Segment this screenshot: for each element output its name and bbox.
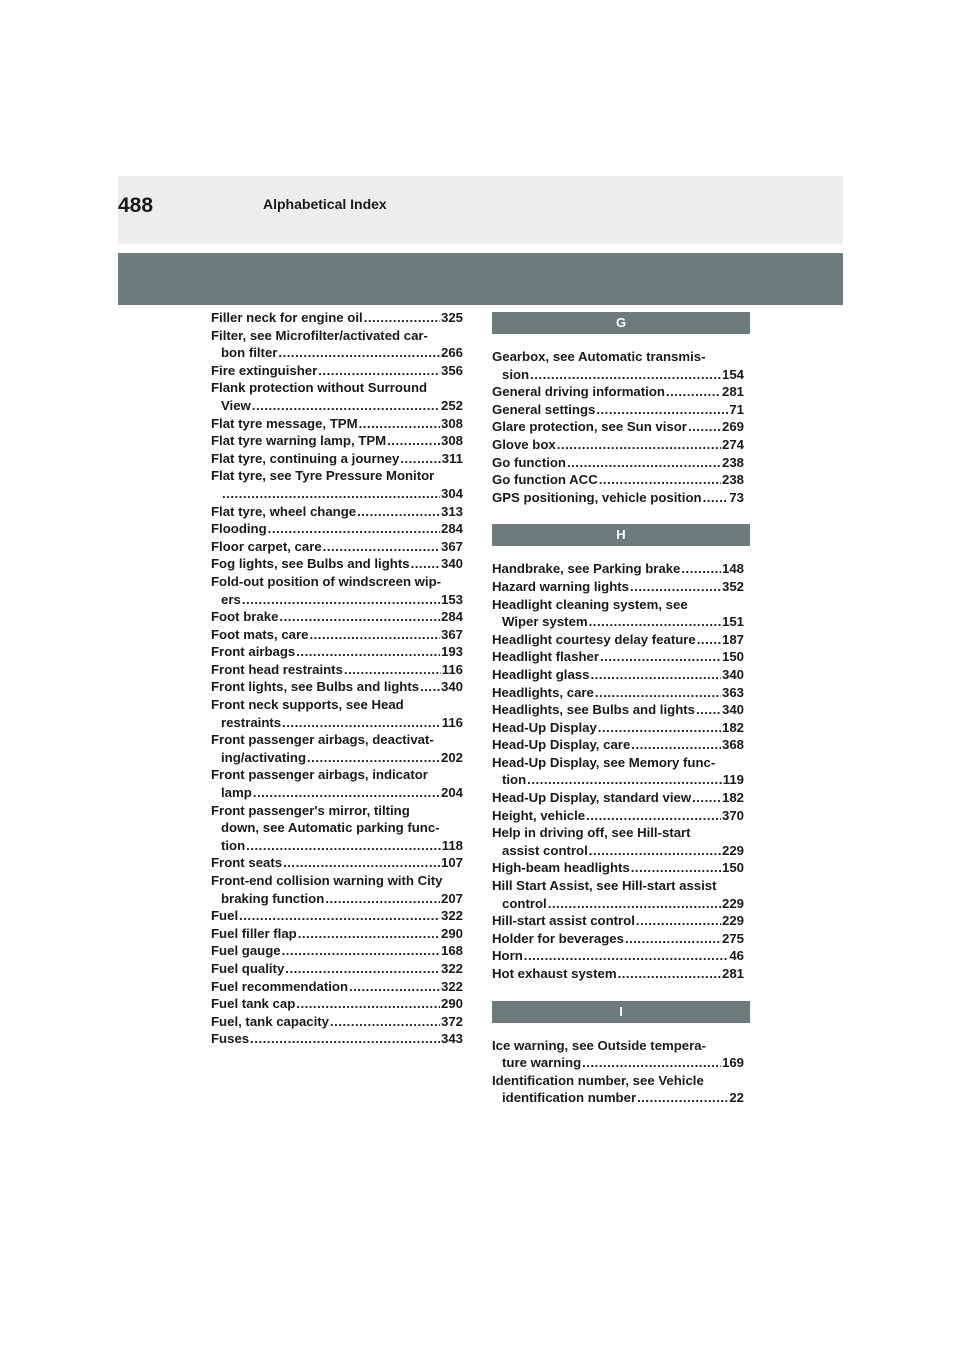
entry-text: Go function [492, 454, 566, 470]
entry-page-number: 71 [729, 401, 744, 417]
index-entry [211, 907, 463, 925]
entry-text: Help in driving off, see Hill-start [492, 825, 691, 841]
entry-text: Holder for beverages [492, 930, 624, 946]
entry-page-number: 340 [440, 679, 463, 695]
header-banner [118, 253, 843, 305]
entry-page-number: 193 [440, 644, 463, 660]
entry-text: Front airbags [211, 644, 296, 660]
entry-page-number: 168 [440, 943, 463, 959]
index-entry [211, 1030, 463, 1048]
index-entry [492, 383, 744, 401]
leader-dots [250, 1030, 440, 1048]
entry-page-number: 274 [721, 436, 744, 452]
index-entry [492, 684, 744, 702]
entry-page-number: 284 [440, 609, 463, 625]
index-entry [492, 1037, 744, 1072]
entry-text: Front lights, see Bulbs and lights [211, 679, 420, 695]
entry-text: tion [221, 837, 246, 853]
entry-text: Hazard warning lights [492, 578, 630, 594]
entry-page-number: 367 [440, 538, 463, 554]
entry-page-number: 325 [440, 310, 463, 325]
entry-page-number: 340 [440, 556, 463, 572]
entry-text: Headlight cleaning system, see [492, 596, 688, 612]
leader-dots [598, 719, 721, 737]
leader-dots [637, 1089, 728, 1107]
entry-page-number: 204 [440, 785, 463, 801]
index-entry [211, 678, 463, 696]
entry-text: Front passenger's mirror, tilting [211, 802, 410, 818]
entry-text: Front head restraints [211, 661, 343, 677]
leader-dots [600, 648, 721, 666]
entry-page-number: 290 [440, 996, 463, 1012]
entry-text: Horn [492, 948, 523, 964]
index-entry [211, 327, 463, 362]
entry-text: View [221, 397, 251, 413]
entry-text: Handbrake, see Parking brake [492, 561, 681, 577]
index-entry [492, 578, 744, 596]
index-entry [211, 362, 463, 380]
leader-dots [285, 960, 440, 978]
leader-dots [582, 1054, 721, 1072]
entry-page-number: 363 [721, 684, 744, 700]
entry-page-number: 150 [721, 649, 744, 665]
entry-page-number: 187 [721, 631, 744, 647]
index-entry [211, 802, 463, 855]
entry-text: Filler neck for engine oil [211, 310, 363, 325]
leader-dots [596, 401, 728, 419]
entry-page-number: 368 [721, 737, 744, 753]
index-entry [492, 666, 744, 684]
entry-text: General settings [492, 401, 596, 417]
index-entry [492, 930, 744, 948]
index-entry [492, 489, 744, 507]
entry-page-number: 207 [440, 890, 463, 906]
entry-text: Flat tyre, see Tyre Pressure Monitor [211, 468, 435, 484]
index-entry [492, 418, 744, 436]
leader-dots [527, 771, 722, 789]
entry-page-number: 252 [440, 397, 463, 413]
entry-text: Glove box [492, 436, 556, 452]
leader-dots [586, 807, 721, 825]
entry-text: Height, vehicle [492, 807, 586, 823]
letter-header-i: I [492, 1001, 750, 1023]
letter-header-h: H [492, 524, 750, 546]
index-entry [492, 912, 744, 930]
entry-text: Fuel recommendation [211, 978, 349, 994]
leader-dots [323, 538, 440, 556]
leader-dots [309, 626, 440, 644]
index-entry [211, 942, 463, 960]
entry-text: assist control [502, 842, 588, 858]
entry-text: braking function [221, 890, 325, 906]
leader-dots [298, 925, 440, 943]
entry-text: Flat tyre warning lamp, TPM [211, 433, 387, 449]
entry-page-number: 150 [721, 860, 744, 876]
entry-text: Front neck supports, see Head [211, 697, 404, 713]
index-entry [492, 454, 744, 472]
leader-dots [239, 907, 440, 925]
leader-dots [630, 578, 721, 596]
entry-text: Glare protection, see Sun visor [492, 419, 687, 435]
index-entry [492, 719, 744, 737]
index-entry [211, 573, 463, 608]
leader-dots [400, 450, 440, 468]
index-entry [492, 789, 744, 807]
index-entry [492, 596, 744, 631]
index-entry [492, 436, 744, 454]
index-column-right [492, 309, 744, 1107]
index-entry [211, 555, 463, 573]
entry-text: Flooding [211, 521, 267, 537]
leader-dots [387, 432, 440, 450]
entry-page-number: 284 [440, 521, 463, 537]
index-entry [211, 467, 463, 502]
leader-dots [325, 890, 440, 908]
leader-dots [344, 661, 441, 679]
leader-dots [530, 366, 721, 384]
index-entry [492, 560, 744, 578]
entry-page-number: 356 [440, 362, 463, 378]
entry-text: Fuel filler flap [211, 925, 297, 941]
leader-dots [631, 736, 721, 754]
entry-text: bon filter [221, 345, 278, 361]
leader-dots [631, 859, 721, 877]
leader-dots [666, 383, 721, 401]
entry-text: Flat tyre, continuing a journey [211, 450, 400, 466]
entry-text: Headlight flasher [492, 649, 599, 665]
index-entry [492, 807, 744, 825]
entry-text: Foot brake [211, 609, 279, 625]
entry-text: Fuel quality [211, 960, 285, 976]
entry-page-number: 229 [721, 895, 744, 911]
entry-text: Hot exhaust system [492, 966, 617, 981]
index-entry [211, 450, 463, 468]
index-entry [211, 925, 463, 943]
entry-text: Go function ACC [492, 472, 598, 488]
index-entry [211, 696, 463, 731]
leader-dots [703, 489, 729, 507]
entry-page-number: 313 [440, 503, 463, 519]
index-entry [492, 648, 744, 666]
entry-text: down, see Automatic parking func- [221, 820, 440, 836]
leader-dots [599, 471, 721, 489]
entry-text: Hill Start Assist, see Hill-start assist [492, 878, 717, 894]
entry-page-number: 370 [721, 807, 744, 823]
leader-dots [524, 947, 729, 965]
entry-page-number: 153 [440, 591, 463, 607]
entry-page-number: 275 [721, 930, 744, 946]
entry-text: Fold-out position of windscreen wip- [211, 573, 442, 589]
entry-text: restraints [221, 714, 282, 730]
index-entry [492, 877, 744, 912]
leader-dots [557, 436, 721, 454]
entry-text: Identification number, see Vehicle [492, 1072, 704, 1088]
entry-page-number: 151 [721, 614, 744, 630]
index-entry [492, 631, 744, 649]
page-header [118, 176, 843, 244]
leader-dots [252, 397, 440, 415]
index-entry [492, 947, 744, 965]
index-entry [492, 701, 744, 719]
index-entry [492, 471, 744, 489]
entry-text: Headlight glass [492, 666, 590, 682]
entry-text: Headlights, see Bulbs and lights [492, 702, 695, 718]
entry-page-number: 269 [721, 419, 744, 435]
leader-dots [296, 995, 440, 1013]
entry-page-number: 308 [440, 415, 463, 431]
leader-dots [307, 749, 440, 767]
leader-dots [618, 965, 721, 983]
leader-dots [349, 978, 440, 996]
entry-page-number: 266 [440, 345, 463, 361]
leader-dots [420, 678, 440, 696]
entry-page-number: 340 [721, 702, 744, 718]
index-entry [211, 661, 463, 679]
entry-text: Fuel gauge [211, 943, 281, 959]
entry-page-number: 367 [440, 626, 463, 642]
entry-text: Fire extinguisher [211, 362, 318, 378]
entry-page-number: 107 [440, 855, 463, 871]
leader-dots [589, 842, 721, 860]
entry-page-number: 322 [440, 960, 463, 976]
entry-text: High-beam headlights [492, 860, 630, 876]
index-entry [211, 854, 463, 872]
entry-page-number: 182 [721, 719, 744, 735]
index-entry [211, 538, 463, 556]
index-entry [211, 626, 463, 644]
leader-dots [567, 454, 721, 472]
entry-page-number: 340 [721, 666, 744, 682]
entry-text: Flat tyre message, TPM [211, 415, 358, 431]
entry-text: Filter, see Microfilter/activated car- [211, 327, 428, 343]
leader-dots [318, 362, 440, 380]
entry-page-number: 311 [441, 450, 463, 466]
index-entry [211, 432, 463, 450]
entry-text: Wiper system [502, 614, 588, 630]
entry-page-number: 118 [441, 837, 463, 853]
leader-dots [253, 784, 440, 802]
leader-dots [222, 485, 440, 503]
entry-text: Hill-start assist control [492, 913, 635, 929]
leader-dots [282, 714, 441, 732]
entry-text: Head-Up Display, standard view [492, 790, 692, 806]
section-title: Alphabetical Index [263, 196, 387, 212]
leader-dots [242, 591, 440, 609]
leader-dots [595, 684, 721, 702]
leader-dots [589, 613, 721, 631]
entry-text: Head-Up Display, see Memory func- [492, 754, 716, 770]
leader-dots [279, 608, 440, 626]
entry-text: GPS positioning, vehicle position [492, 489, 702, 505]
entry-page-number: 322 [440, 908, 463, 924]
index-entry [211, 520, 463, 538]
index-entry [492, 824, 744, 859]
entry-page-number: 119 [722, 772, 744, 788]
entry-text: Fog lights, see Bulbs and lights [211, 556, 410, 572]
entry-page-number: 304 [440, 485, 463, 501]
leader-dots [283, 854, 440, 872]
entry-text: Flat tyre, wheel change [211, 503, 357, 519]
index-entry [492, 754, 744, 789]
index-entry [211, 608, 463, 626]
entry-page-number: 73 [729, 489, 744, 505]
entry-text: Front-end collision warning with City [211, 873, 443, 888]
index-entry [211, 960, 463, 978]
entry-text: Ice warning, see Outside tempera- [492, 1037, 707, 1053]
leader-dots [688, 418, 721, 436]
entry-text: tion [502, 772, 527, 788]
entry-page-number: 46 [729, 948, 744, 964]
entry-page-number: 290 [440, 925, 463, 941]
entry-page-number: 352 [721, 578, 744, 594]
leader-dots [357, 503, 440, 521]
entry-page-number: 372 [440, 1013, 463, 1029]
leader-dots [364, 309, 440, 327]
index-entry [211, 415, 463, 433]
leader-dots [296, 643, 440, 661]
entry-text: General driving information [492, 384, 665, 400]
entry-text: Fuel [211, 908, 239, 924]
index-entry [211, 1013, 463, 1031]
entry-page-number: 308 [440, 433, 463, 449]
leader-dots [625, 930, 721, 948]
index-entry [211, 995, 463, 1013]
entry-text: Front seats [211, 855, 283, 871]
page-number: 488 [118, 194, 154, 217]
leader-dots [590, 666, 721, 684]
index-column-left [211, 309, 463, 1048]
leader-dots [282, 942, 440, 960]
entry-text: Front passenger airbags, deactivat- [211, 732, 434, 748]
entry-text: ing/activating [221, 749, 306, 765]
leader-dots [548, 895, 721, 913]
entry-text: Gearbox, see Automatic transmis- [492, 349, 706, 364]
leader-dots [330, 1013, 440, 1031]
leader-dots [696, 701, 721, 719]
entry-text: ture warning [502, 1055, 582, 1071]
index-entry [492, 348, 744, 383]
entry-text: Foot mats, care [211, 626, 309, 642]
entry-page-number: 182 [721, 790, 744, 806]
leader-dots [636, 912, 721, 930]
entry-page-number: 281 [721, 966, 744, 981]
leader-dots [268, 520, 440, 538]
entry-text: Floor carpet, care [211, 538, 322, 554]
index-entry [211, 379, 463, 414]
index-entry [211, 766, 463, 801]
entry-text: Headlight courtesy delay feature [492, 631, 696, 647]
entry-page-number: 229 [721, 842, 744, 858]
entry-text: lamp [221, 785, 252, 801]
index-entry [492, 736, 744, 754]
entry-page-number: 169 [721, 1055, 744, 1071]
index-entry [211, 309, 463, 327]
entry-page-number: 154 [721, 366, 744, 382]
entry-text: control [502, 895, 547, 911]
entry-page-number: 229 [721, 913, 744, 929]
leader-dots [692, 789, 721, 807]
leader-dots [359, 415, 440, 433]
entry-page-number: 281 [721, 384, 744, 400]
entry-page-number: 238 [721, 454, 744, 470]
entry-text: Front passenger airbags, indicator [211, 767, 428, 783]
index-entry [211, 978, 463, 996]
index-entry [492, 965, 744, 983]
entry-page-number: 322 [440, 978, 463, 994]
index-entry [211, 872, 463, 907]
entry-text: Fuel, tank capacity [211, 1013, 329, 1029]
entry-text: Flank protection without Surround [211, 380, 428, 396]
entry-text: Fuel tank cap [211, 996, 296, 1012]
entry-page-number: 343 [440, 1031, 463, 1047]
entry-page-number: 202 [440, 749, 463, 765]
entry-page-number: 116 [441, 714, 463, 730]
entry-text: sion [502, 366, 530, 382]
leader-dots [246, 837, 441, 855]
entry-page-number: 22 [729, 1090, 744, 1106]
leader-dots [278, 344, 440, 362]
entry-text: Headlights, care [492, 684, 594, 700]
entry-text: Head-Up Display, care [492, 737, 631, 753]
entry-text: identification number [502, 1090, 637, 1106]
entry-text: ers [221, 591, 241, 607]
index-entry [211, 643, 463, 661]
entry-page-number: 116 [441, 661, 463, 677]
entry-text: Fuses [211, 1031, 250, 1047]
entry-page-number: 238 [721, 472, 744, 488]
index-entry [492, 859, 744, 877]
entry-page-number: 148 [721, 561, 744, 577]
index-entry [492, 401, 744, 419]
index-entry [211, 503, 463, 521]
leader-dots [681, 560, 721, 578]
leader-dots [411, 555, 440, 573]
entry-text: Head-Up Display [492, 719, 597, 735]
letter-header-g: G [492, 312, 750, 334]
index-entry [211, 731, 463, 766]
leader-dots [697, 631, 721, 649]
index-entry [492, 1072, 744, 1107]
